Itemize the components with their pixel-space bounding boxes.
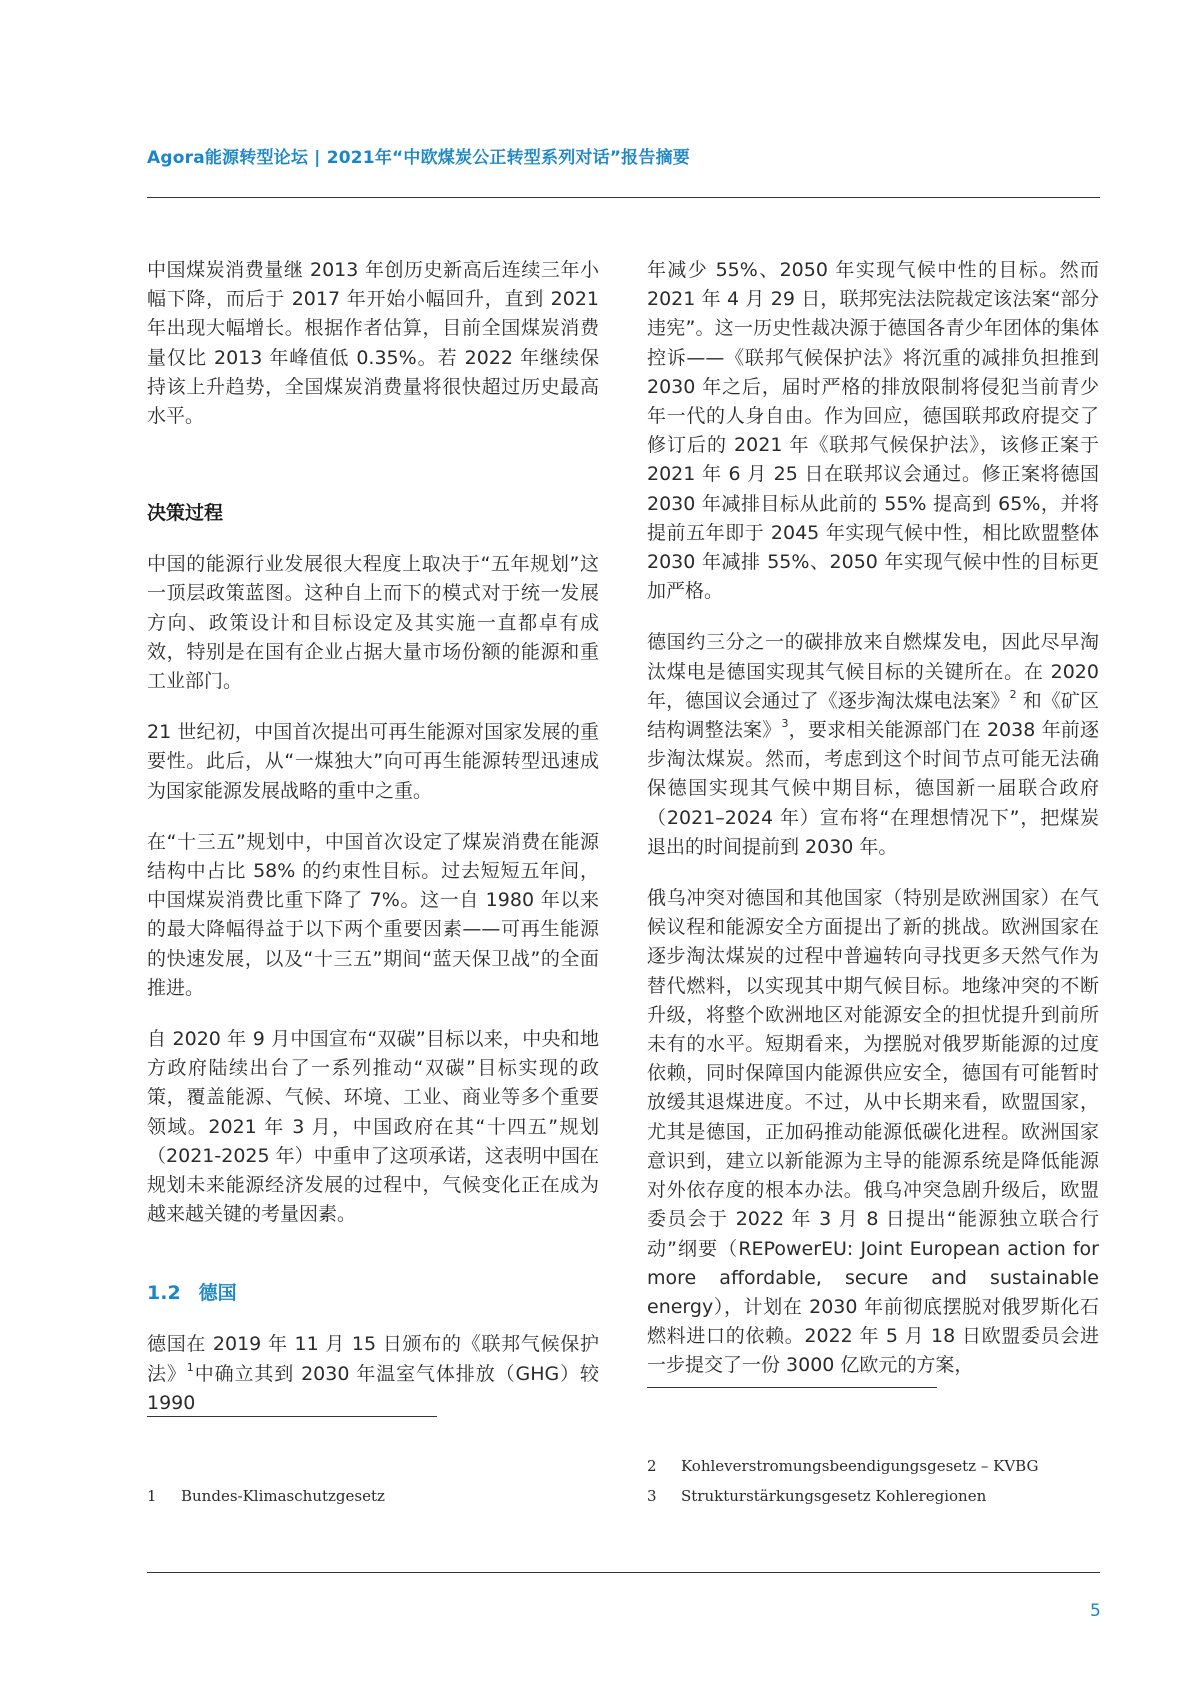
paragraph-dual-carbon: 自 2020 年 9 月中国宣布“双碳”目标以来，中央和地方政府陆续出台了一系列推动“双碳”目标实现的政策，覆盖能源、气候、环境、工业、商业等多个重要领域。2021 年 3 月，中国政府在其“十四五”规划（2021-2025 年）中重申了这项承诺，这表明中国在规划未来能源经济发展的过程中，气候变化正在成为越来越关键的考量因素。 [147,1028,599,1226]
text-run: 和《矿区结构调整法案》 [647,689,1099,742]
paragraph-coal-consumption: 中国煤炭消费量继 2013 年创历史新高后连续三年小幅下降，而后于 2017 年开始小幅回升，直到 2021 年出现大幅增长。根据作者估算，目前全国煤炭消费量仅比 2013 年峰值低 0.35%。若 2022 年继续保持该上升趋势，全国煤炭消费量将很快超过历史最高水平。 [147,259,599,428]
paragraph-coal-phaseout [647,628,1099,862]
header-rule [147,197,1100,198]
footnote-3 [647,1487,986,1505]
footnote-ref-2[interactable]: 2 [1009,687,1017,701]
page-number: 5 [1090,1601,1101,1621]
paragraph-court-ruling: 年减少 55%、2050 年实现气候中性的目标。然而 2021 年 4 月 29 日，联邦宪法法院裁定该法案“部分违宪”。这一历史性裁决源于德国各青少年团体的集体控诉——《联邦气候保护法》将沉重的减排负担推到 2030 年之后，届时严格的排放限制将侵犯当前青少年一代的人身自由。作为回应，德国联邦政府提交了修订后的 2021 年《联邦气候保护法》，该修正案于 2021 年 6 月 25 日在联邦议会通过。修正案将德国 2030 年减排目标从此前的 55% 提高到 65%，并将提前五年即于 2045 年实现气候中性，相比欧盟整体 2030 年减排 55%、2050 年实现气候中性的目标更加严格。 [647,259,1099,603]
footnote-ref-1[interactable]: 1 [186,1360,194,1374]
section-heading-germany [147,1279,599,1308]
footer-rule [147,1572,1100,1573]
footnote-rule-left [147,1416,437,1417]
footnote-text: Bundes-Klimaschutzgesetz [181,1487,385,1505]
section-heading-decision-process: 决策过程 [147,502,224,525]
running-header: Agora能源转型论坛 | 2021年“中欧煤炭公正转型系列对话”报告摘要 [147,148,690,168]
footnote-text: Kohleverstromungsbeendigungsgesetz – KVBG [681,1457,1039,1475]
paragraph-germany-law [147,1330,599,1418]
footnote-2 [647,1457,1038,1475]
left-column [147,256,599,1418]
footnote-1 [147,1487,385,1505]
footnote-number: 1 [147,1487,157,1505]
footnote-rule-right [647,1387,937,1388]
text-run: 德国在 2019 年 11 月 15 日颁布的《联邦气候保护法》 [147,1333,599,1385]
footnote-ref-3[interactable]: 3 [781,717,789,731]
footnote-number: 2 [647,1457,657,1475]
footnote-text: Strukturstärkungsgesetz Kohleregionen [681,1487,987,1505]
paragraph-renewables: 21 世纪初，中国首次提出可再生能源对国家发展的重要性。此后，从“一煤独大”向可再生能源转型迅速成为国家能源发展战略的重中之重。 [147,721,599,802]
paragraph-five-year-plan: 中国的能源行业发展很大程度上取决于“五年规划”这一顶层政策蓝图。这种自上而下的模式对于统一发展方向、政策设计和目标设定及其实施一直都卓有成效，特别是在国有企业占据大量市场份额的能源和重工业部门。 [147,553,599,693]
footnote-number: 3 [647,1487,657,1505]
right-column [647,256,1099,1381]
paragraph-ukraine-conflict: 俄乌冲突对德国和其他国家（特别是欧洲国家）在气候议程和能源安全方面提出了新的挑战。欧洲国家在逐步淘汰煤炭的过程中普遍转向寻找更多天然气作为替代燃料，以实现其中期气候目标。地缘冲突的不断升级，将整个欧洲地区对能源安全的担忧提升到前所未有的水平。短期看来，为摆脱对俄罗斯能源的过度依赖，同时保障国内能源供应安全，德国有可能暂时放缓其退煤进度。不过，从中长期来看，欧盟国家，尤其是德国，正加码推动能源低碳化进程。欧洲国家意识到，建立以新能源为主导的能源系统是降低能源对外依存度的根本办法。俄乌冲突急剧升级后，欧盟委员会于 2022 年 3 月 8 日提出“能源独立联合行动”纲要（REPowerEU: Joint European action for more affordable, secure and sustainable energy），计划在 2030 年前彻底摆脱对俄罗斯化石燃料进口的依赖。2022 年 5 月 18 日欧盟委员会进一步提交了一份 3000 亿欧元的方案， [647,887,1099,1377]
section-title: 德国 [198,1282,237,1305]
text-run: 中确立其到 2030 年温室气体排放（GHG）较 1990 [147,1362,599,1414]
text-run: 德国约三分之一的碳排放来自燃煤发电，因此尽早淘汰煤电是德国实现其气候目标的关键所在。在 2020 年，德国议会通过了《逐步淘汰煤电法案》 [647,631,1099,712]
text-run: ，要求相关能源部门在 2038 年前逐步淘汰煤炭。然而，考虑到这个时间节点可能无法确保德国实现其气候中期目标，德国新一届联合政府（2021–2024 年）宣布将“在理想情况下”，把煤炭退出的时间提前到 2030 年。 [647,719,1099,858]
section-number: 1.2 [147,1282,181,1305]
paragraph-13th-five-year: 在“十三五”规划中，中国首次设定了煤炭消费在能源结构中占比 58% 的约束性目标。过去短短五年间，中国煤炭消费比重下降了 7%。这一自 1980 年以来的最大降幅得益于以下两个重要因素——可再生能源的快速发展，以及“十三五”期间“蓝天保卫战”的全面推进。 [147,830,599,999]
